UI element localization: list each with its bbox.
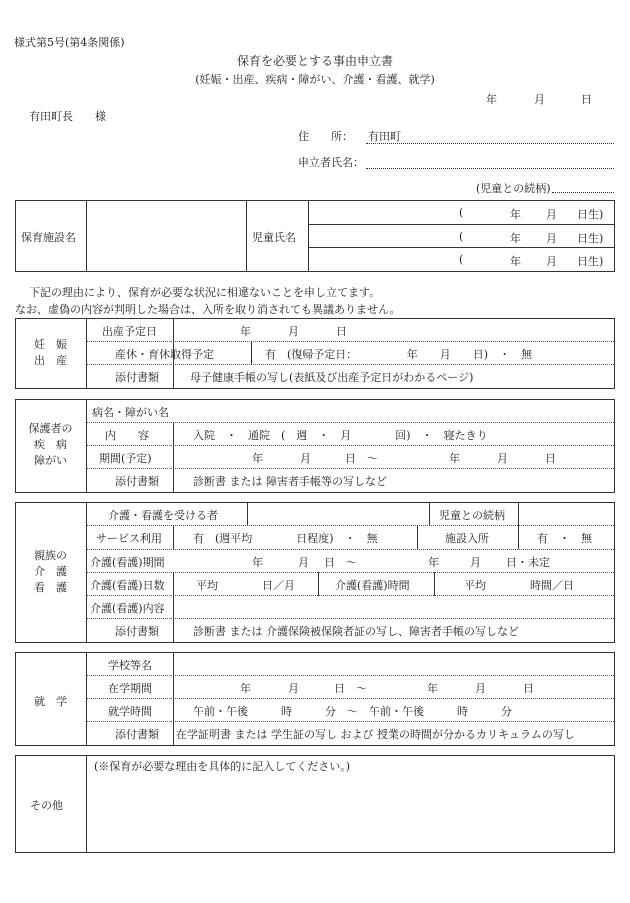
facility-admission-label: 施設入所: [445, 532, 489, 545]
school-name-label: 学校等名: [108, 659, 152, 672]
service-use-field[interactable]: 有 (週平均 日程度) ・ 無: [193, 532, 378, 545]
date-day: 日: [581, 93, 592, 106]
date-month: 月: [534, 93, 545, 106]
address-field[interactable]: 有田町: [368, 130, 401, 143]
care-label: 親族の 介 護 看 護: [34, 549, 67, 594]
school-hours-field[interactable]: 午前・午後 時 分 〜 午前・午後 時 分: [193, 705, 512, 718]
pregnancy-label: 妊 娠 出 産: [34, 338, 67, 367]
school-period-label: 在学期間: [108, 682, 152, 695]
relationship-field[interactable]: [552, 192, 614, 193]
facility-name-label: 保育施設名: [21, 231, 76, 244]
declaration-line-2: なお、虚偽の内容が判明した場合は、入所を取り消されても異議ありません。: [15, 303, 401, 316]
school-name-field[interactable]: [180, 655, 610, 673]
school-attach-label: 添付書類: [115, 728, 159, 741]
address-underline: [366, 143, 614, 144]
school-hours-label: 就学時間: [108, 705, 152, 718]
leave-plan-field[interactable]: 有 (復帰予定日： 年 月 日) ・ 無: [265, 348, 533, 361]
relationship-label: (児童との続柄): [476, 182, 551, 195]
date-year: 年: [486, 93, 497, 106]
declaration-line-1: 下記の理由により、保育が必要な状況に相違ないことを申し立てます。: [29, 286, 381, 299]
care-relation-label: 児童との続柄: [439, 509, 505, 522]
care-content-field[interactable]: [180, 598, 610, 616]
illness-attach-value: 診断書 または 障害者手帳等の写しなど: [193, 475, 387, 488]
facility-admission-field[interactable]: 有 ・ 無: [537, 532, 592, 545]
leave-plan-label: 産休・育休取得予定: [115, 348, 214, 361]
school-label: 就 学: [34, 695, 67, 708]
disease-name-field[interactable]: [180, 402, 610, 420]
illness-attach-label: 添付書類: [115, 475, 159, 488]
applicant-label: 申立者氏名：: [298, 156, 364, 169]
school-attach-value: 在学証明書 または 学生証の写し および 授業の時間が分かるカリキュラムの写し: [176, 728, 575, 741]
care-relation-field[interactable]: [521, 505, 611, 523]
care-days-label: 介護(看護)日数: [90, 579, 165, 592]
facility-name-field[interactable]: [94, 202, 244, 268]
child-name-label: 児童氏名: [252, 231, 296, 244]
care-recipient-label: 介護・看護を受ける者: [108, 509, 218, 522]
service-use-label: サービス利用: [96, 532, 162, 545]
other-label: その他: [30, 799, 63, 812]
form-title: 保育を必要とする事由申立書: [236, 54, 393, 68]
illness-content-field[interactable]: 入院 ・ 通院 ( 週 ・ 月 回) ・ 寝たきり: [193, 429, 488, 442]
form-subtitle: (妊娠・出産、疾病・障がい、介護・看護、就学): [195, 73, 435, 86]
care-attach-label: 添付書類: [115, 625, 159, 638]
illness-label: 保護者の 疾 病 障がい: [28, 422, 73, 467]
illness-content-label: 内 容: [105, 429, 149, 442]
other-reason-field[interactable]: [90, 775, 610, 847]
care-recipient-field[interactable]: [250, 505, 426, 523]
care-content-label: 介護(看護)内容: [90, 602, 165, 615]
care-days-field[interactable]: 平均 日／月: [196, 579, 295, 592]
applicant-name-field[interactable]: [366, 168, 614, 169]
care-period-label: 介護(看護)期間: [90, 556, 165, 569]
due-date-label: 出産予定日: [102, 325, 157, 338]
care-hours-field[interactable]: 平均 時間／日: [464, 579, 574, 592]
illness-period-label: 期間(予定): [99, 452, 152, 465]
disease-name-label: 病名・障がい名: [92, 406, 169, 419]
addressee: 有田町長 様: [29, 110, 106, 123]
care-attach-value: 診断書 または 介護保険被保険者証の写し、障害者手帳の写しなど: [193, 625, 519, 638]
pregnancy-attach-label: 添付書類: [115, 371, 159, 384]
pregnancy-attach-value: 母子健康手帳の写し(表紙及び出産予定日がわかるページ): [190, 371, 474, 384]
form-number: 様式第5号(第4条関係): [14, 36, 125, 49]
other-note: (※保育が必要な理由を具体的に記入してください。): [94, 760, 351, 773]
address-label: 住 所：: [298, 130, 353, 143]
care-hours-label: 介護(看護)時間: [335, 579, 410, 592]
